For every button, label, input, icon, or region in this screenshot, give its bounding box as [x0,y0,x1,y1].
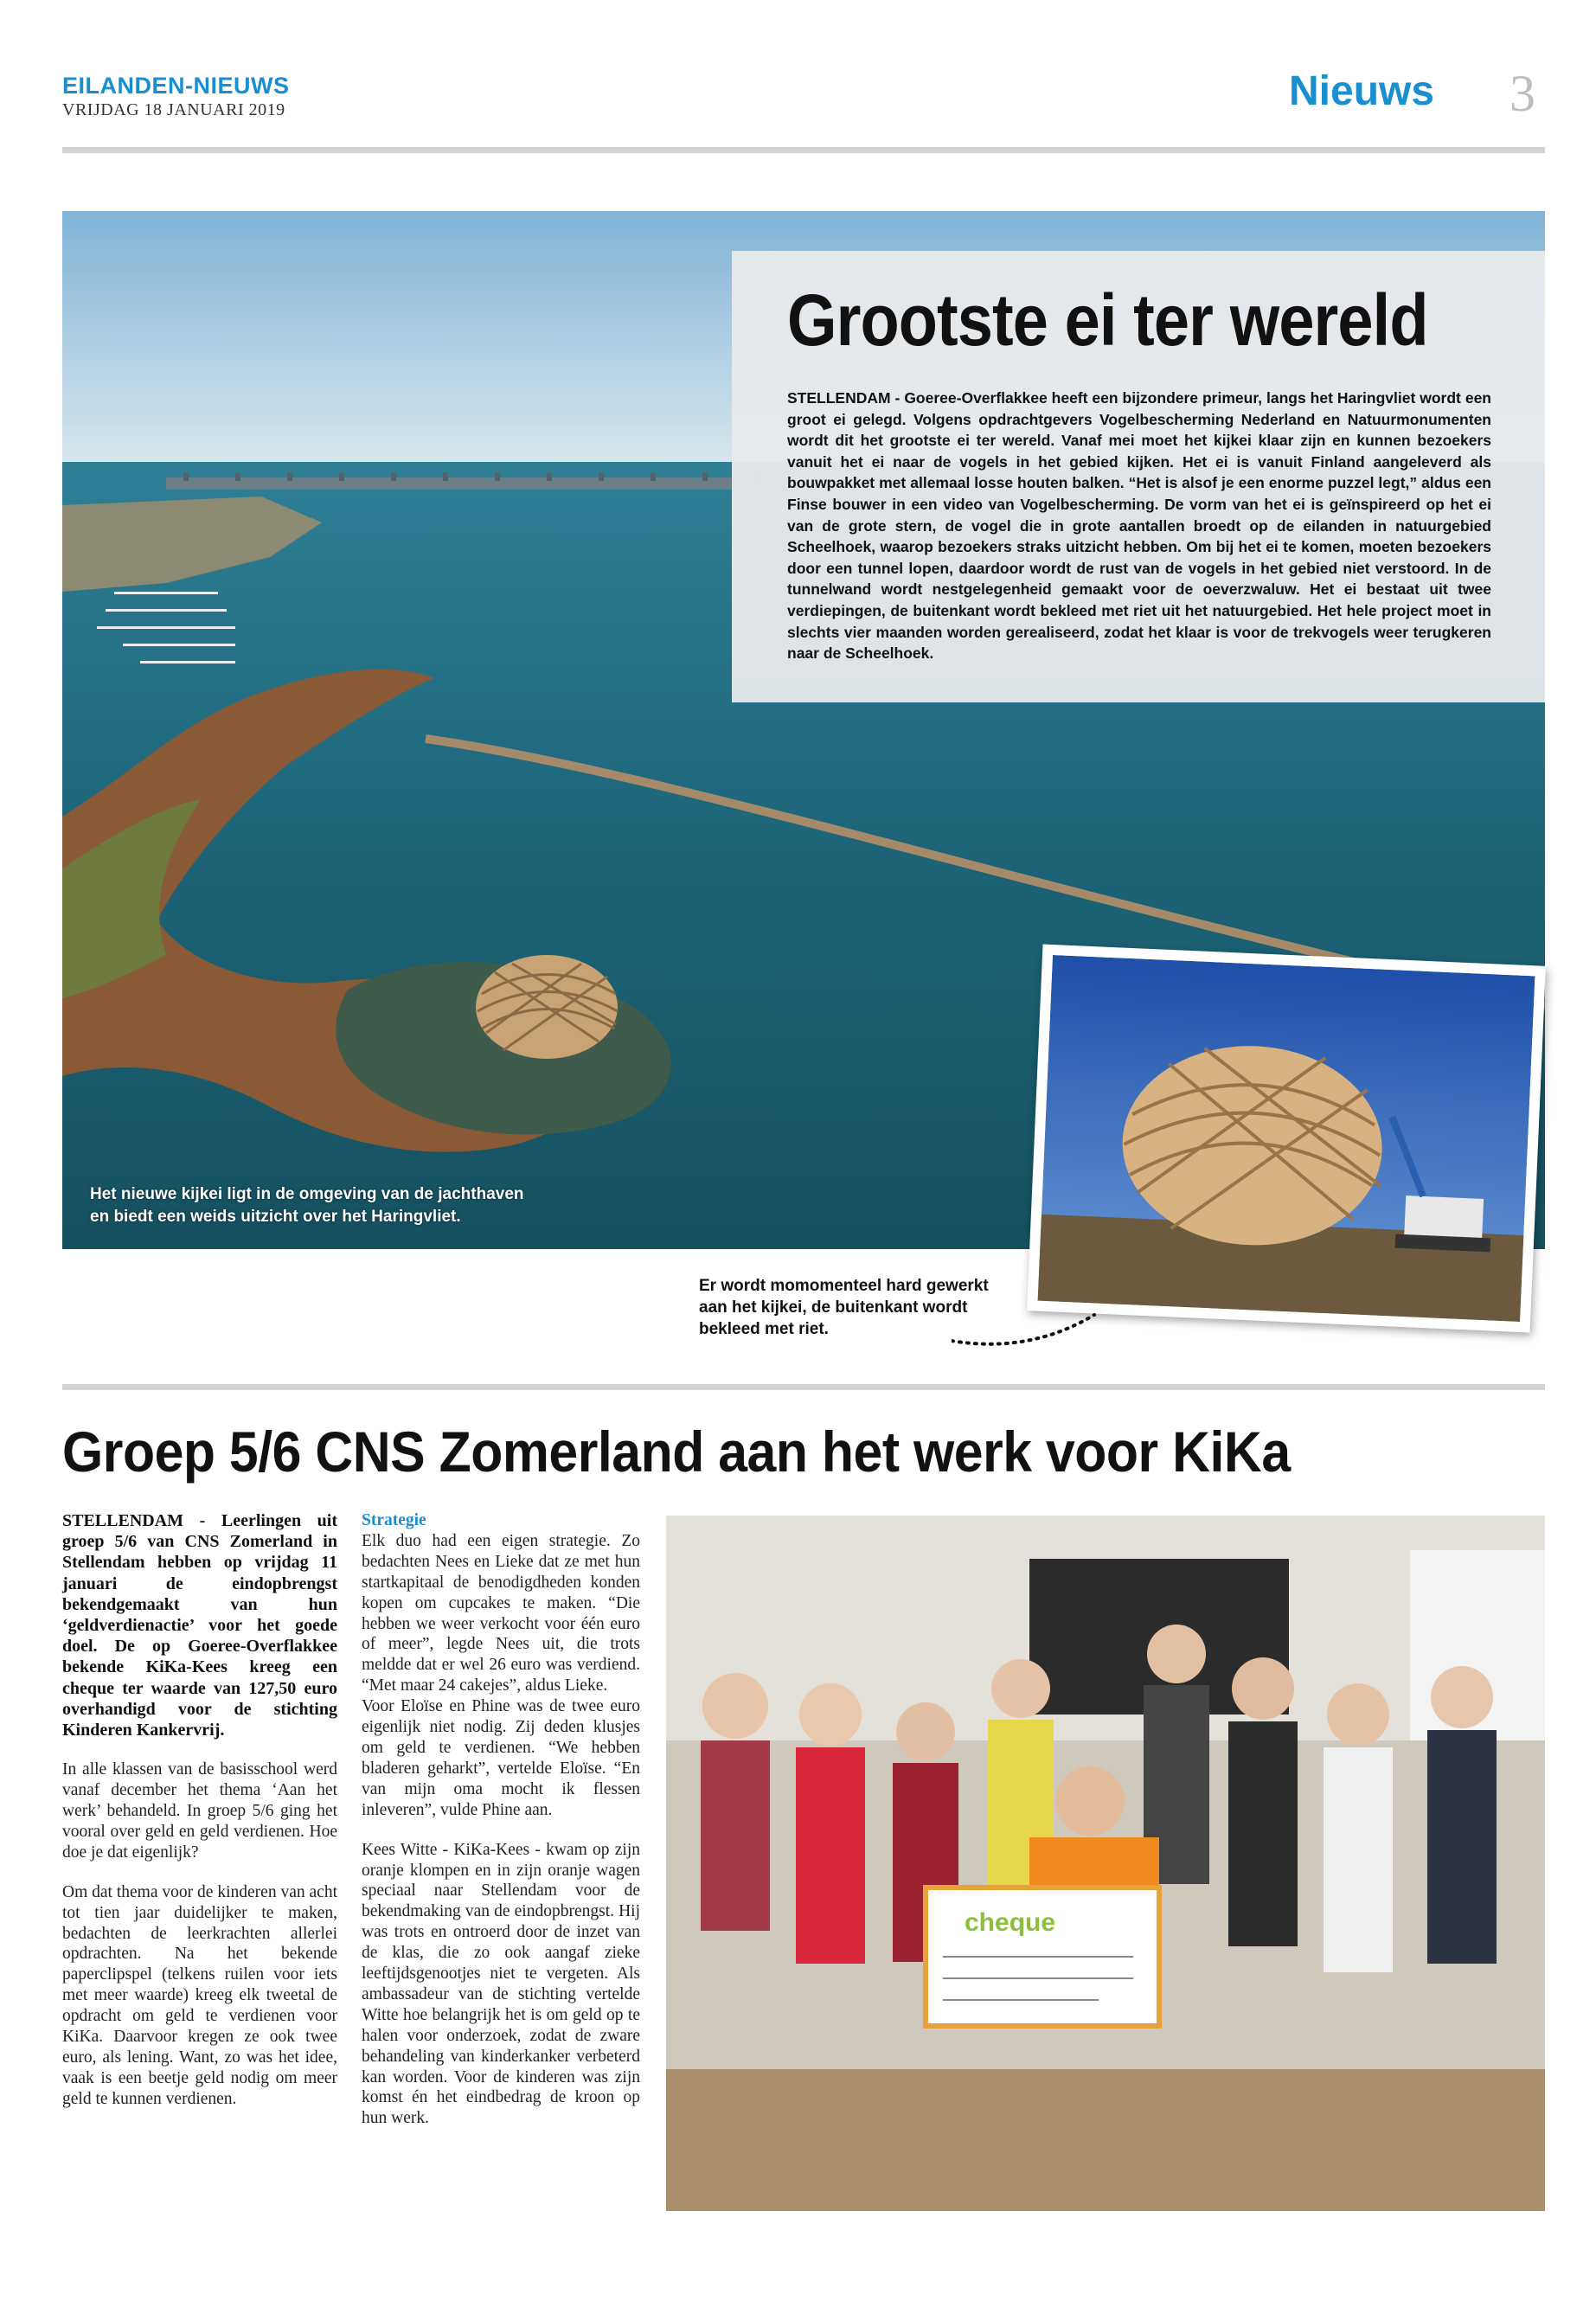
article2-lead: STELLENDAM - Leerlingen uit groep 5/6 van CNS Zomerland in Stellendam hebben op vrijdag 11 januari de eindopbrengst bekendgemaakt van hun ‘geldverdienactie’ voor het goede doel. De op Goeree-Overflakkee bekende KiKa-Kees kreeg een cheque ter waarde van 127,50 euro overhandigd voor de stichting Kinderen Kankervrij. [62,1511,337,1740]
article2-headline: Groep 5/6 CNS Zomerland aan het werk voor KiKa [62,1420,1291,1484]
article-headline: Grootste ei ter wereld [787,279,1428,361]
article2-column-1 [62,1510,337,2129]
section-title: Nieuws [1289,68,1435,114]
inset-caption-line-1: Er wordt momomenteel hard gewerkt [699,1277,989,1295]
page-number: 3 [1509,65,1535,122]
cheque-label: cheque [965,1908,1056,1937]
article-lead-text: STELLENDAM - Goeree-Overflakkee heeft een bijzondere primeur, langs het Haringvliet wordt een groot ei gelegd. Volgens opdrachtgevers Vogelbescherming Nederland en Natuurmonumenten wordt dit het grootste ei ter wereld. Vanaf mei moet het kijkei klaar zijn en kunnen bezoekers vanuit het ei naar de vogels in het gebied kijken. Het ei is vanuit Finland aangeleverd als bouwpakket met allemaal losse houten balken. “Het is alsof je een enorme puzzel legt,” aldus een Finse bouwer in een video van Vogelbescherming. De vorm van het ei is geïnspireerd op het ei van de grote stern, de vogel die in grote aantallen broedt op de eilanden in natuurgebied Scheelhoek, waarop bezoekers straks uitzicht hebben. Om bij het ei te komen, moeten bezoekers door een tunnel lopen, daardoor wordt de rust van de vogels in het gebied niet verstoord. In de tunnelwand wordt nestgelegenheid gemaakt voor de oeverzwaluw. Het ei bestaat uit twee verdiepingen, de buitenkant wordt bekleed met riet uit het natuurgebied. Het hele project moet in slechts vier maanden worden gerealiseerd, zodat het klaar is voor de trekvogels weer terugkeren naar de Scheelhoek. [787,389,1491,663]
class-photo [666,1516,1545,2211]
section-divider [62,1384,1545,1390]
header-rule [62,147,1545,153]
hero-caption-line-2: en biedt een weids uitzicht over het Haringvliet. [90,1208,461,1226]
article2-column-2 [362,1510,640,2148]
article2-paragraph: Kees Witte - KiKa-Kees - kwam op zijn oranje klompen en in zijn oranje wagen speciaal naar Stellendam voor de bekendmaking van de eindopbrengst. Hij was trots en ontroerd door de inzet van de klas, die zo ook aangaf zieke leeftijdsgenootjes niet te vergeten. Als ambassadeur van de stichting vertelde Witte hoe belangrijk het is om geld op te halen voor onderzoek, zodat de zware behandeling van kinderkanker verbeterd kan worden. Voor de kinderen was zijn komst én het eindbedrag de kroon op hun werk. [362,1840,640,2128]
article2-paragraph: Elk duo had een eigen strategie. Zo bedachten Nees en Lieke dat ze met hun startkapitaal de benodigdheden konden kopen om cupcakes te maken. “Die hebben we weer verkocht voor één euro of meer”, legde Nees uit, die trots meldde dat er wel 26 euro was verdiend. “Met maar 24 cakejes”, aldus Lieke. [362,1531,640,1695]
caption-pointer [952,1306,1107,1358]
masthead-logo: EILANDEN-NIEUWS [62,73,290,99]
inset-caption-line-2: aan het kijkei, de buitenkant wordt [699,1298,968,1317]
dateline: VRIJDAG 18 JANUARI 2019 [62,100,285,119]
article2-paragraph: Voor Eloïse en Phine was de twee euro eigenlijk niet nodig. Zij deden klusjes om geld te verdienen. “We hebben bladeren geharkt”, vertelde Eloïse. “En van mijn oma mocht ik flessen inleveren”, vulde Phine aan. [362,1697,640,1819]
article2-paragraph: In alle klassen van de basisschool werd vanaf december het thema ‘Aan het werk’ behandeld. In groep 5/6 ging het vooral over geld en geld verdienen. Hoe doe je dat eigenlijk? [62,1760,337,1862]
article2-paragraph: Om dat thema voor de kinderen van acht tot tien jaar duidelijker te maken, bedachten de leerkrachten allerlei opdrachten. Na het bekende paperclipspel (telkens ruilen voor iets met meer waarde) kreeg elk tweetal de opdracht om geld te verdienen voor KiKa. Daarvoor kregen ze ook twee euro, als lening. Want, zo was het idee, vaak is een beetje geld nodig om meer geld te kunnen verdienen. [62,1882,337,2108]
hero-photo-caption [90,1183,574,1228]
hero-caption-line-1: Het nieuwe kijkei ligt in de omgeving van de jachthaven [90,1185,524,1203]
inset-caption-line-3: bekleed met riet. [699,1320,829,1338]
article2-subhead: Strategie [362,1511,426,1529]
inset-photo [1027,945,1546,1333]
